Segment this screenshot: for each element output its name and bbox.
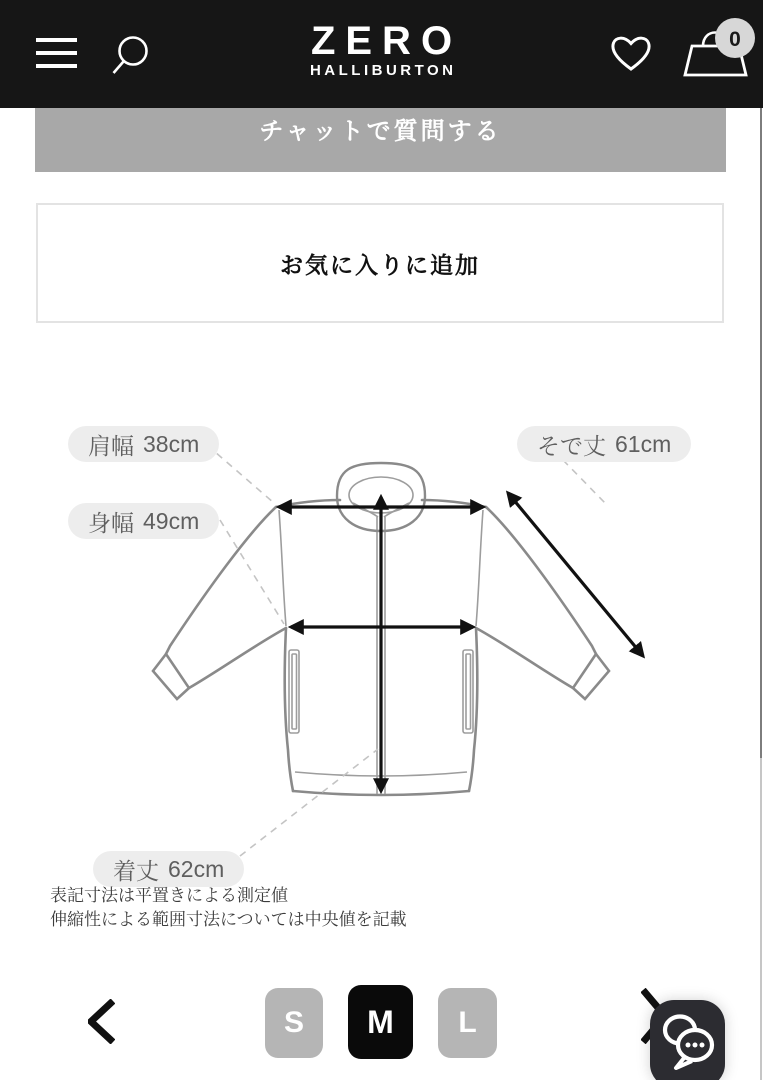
note-line: 伸縮性による範囲寸法については中央値を記載 [50, 910, 407, 929]
header [0, 0, 763, 108]
shoulder-width-label [68, 426, 219, 462]
sleeve-length-label [517, 426, 691, 462]
size-option-m-selected[interactable]: M [348, 985, 413, 1059]
measurement-name: 身幅 [88, 509, 134, 536]
add-favorite-button[interactable]: お気に入りに追加 [36, 203, 724, 323]
measurement-value: 61cm [615, 430, 672, 457]
body-width-label [68, 503, 219, 539]
brand-logo-bottom: HALLIBURTON [309, 62, 457, 79]
previous-arrow-icon[interactable] [88, 999, 115, 1044]
sleeve-length-arrow [508, 493, 643, 656]
size-option-l[interactable]: L [438, 988, 497, 1058]
cart-count: 0 [729, 28, 741, 51]
brand-logo-top: ZERO [310, 19, 463, 63]
measurement-value: 62cm [168, 855, 225, 882]
measurement-name: そで丈 [537, 432, 606, 459]
size-option-s[interactable]: S [265, 988, 323, 1058]
measurement-name: 肩幅 [88, 432, 134, 459]
garment-length-label [93, 851, 244, 887]
measurement-value: 38cm [143, 430, 200, 457]
measurement-notes [50, 884, 407, 932]
chat-inquiry-button[interactable]: チャットで質問する [35, 85, 726, 172]
jacket-measurement-diagram [0, 400, 763, 900]
measurement-value: 49cm [143, 507, 200, 534]
wishlist-heart-icon[interactable] [609, 33, 653, 73]
scrollbar-track[interactable] [760, 108, 762, 1080]
scrollbar-thumb[interactable] [760, 108, 762, 758]
measurement-name: 着丈 [113, 857, 159, 884]
cart-bag-icon[interactable] [680, 14, 760, 82]
chat-bubbles-icon [650, 1000, 725, 1080]
chat-widget-button[interactable] [650, 1000, 725, 1080]
note-line: 表記寸法は平置きによる測定値 [50, 886, 288, 905]
